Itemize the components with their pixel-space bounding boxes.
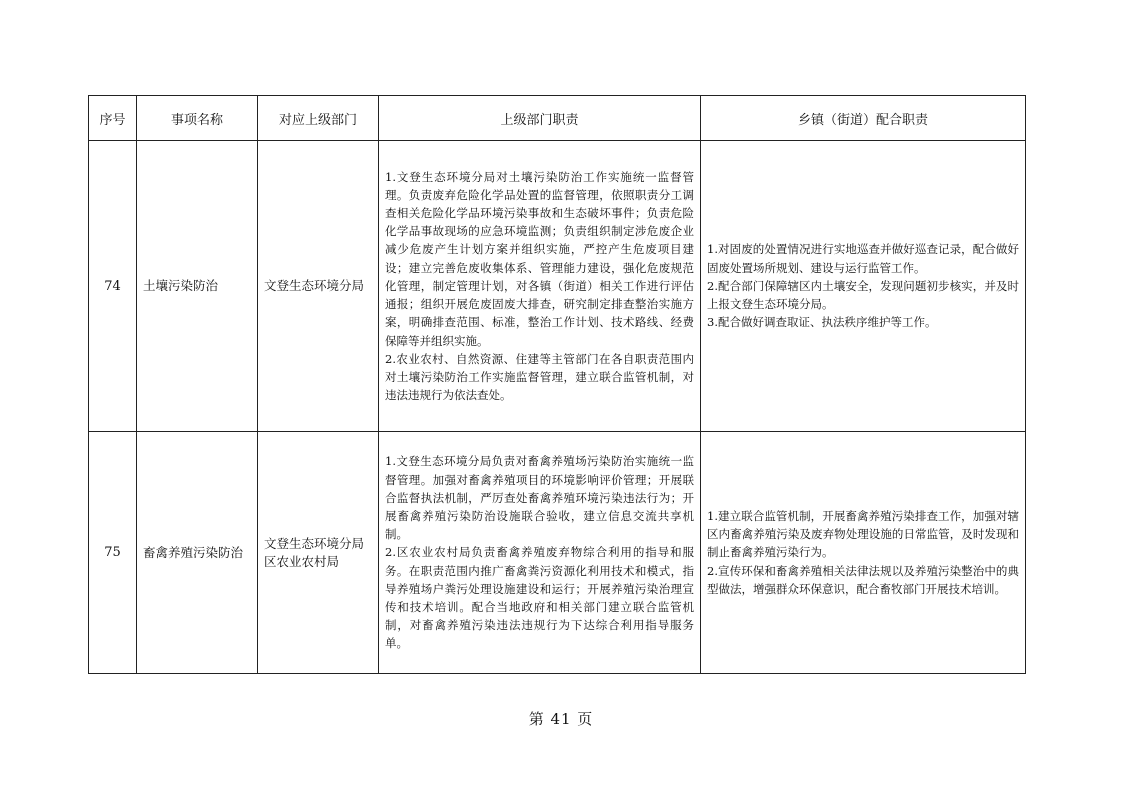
row-town-duty — [701, 432, 1026, 674]
page-number: 第 41 页 — [528, 710, 594, 728]
duty-paragraph: 1.文登生态环境分局对土壤污染防治工作实施统一监督管理。负责废弃危险化学品处置的监督管理，依照职责分工调查相关危险化学品环境污染事故和生态破坏事件；负责危险化学品事故现场的应急环境监测；负责组织制定涉危废企业减少危废产生计划方案并组织实施，严控产生危废项目建设；建立完善危废收集体系、管理能力建设，强化危废规范化管理，制定管理计划，对各镇（街道）相关工作进行评估通报；组织开展危废固废大排查，研究制定排查整治实施方案，明确排查范围、标准，整治工作计划、技术路线、经费保障等并组织实施。 — [385, 169, 694, 348]
table-row — [89, 432, 1026, 674]
row-item-name: 土壤污染防治 — [137, 141, 258, 432]
row-dept — [258, 141, 379, 432]
row-seq: 74 — [89, 141, 137, 432]
row-dept — [258, 432, 379, 674]
table-row — [89, 141, 1026, 432]
duty-paragraph: 1.对固废的处置情况进行实地巡查并做好巡查记录，配合做好固废处置场所规划、建设与运行监管工作。 — [707, 242, 1019, 275]
header-upper-duty: 上级部门职责 — [379, 96, 701, 141]
dept-line: 文登生态环境分局 — [264, 535, 365, 551]
duty-paragraph: 2.配合部门保障辖区内土壤安全，发现问题初步核实，并及时上报文登生态环境分局。 — [707, 278, 1019, 312]
duty-paragraph: 1.文登生态环境分局负责对畜禽养殖场污染防治实施统一监督管理。加强对畜禽养殖项目的环境影响评价管理；开展联合监督执法机制，严厉查处畜禽养殖环境污染违法行为；开展畜禽养殖污染防治设施联合验收，建立信息交流共享机制。 — [385, 454, 694, 542]
duty-table — [88, 95, 1026, 674]
row-upper-duty — [379, 432, 701, 674]
header-town-duty: 乡镇（街道）配合职责 — [701, 96, 1026, 141]
header-seq: 序号 — [89, 96, 137, 141]
dept-line: 区农业农村局 — [264, 553, 340, 569]
row-upper-duty — [379, 141, 701, 432]
header-name: 事项名称 — [137, 96, 258, 141]
row-item-name: 畜禽养殖污染防治 — [137, 432, 258, 674]
duty-paragraph: 2.宣传环保和畜禽养殖相关法律法规以及养殖污染整治中的典型做法，增强群众环保意识，配合畜牧部门开展技术培训。 — [707, 563, 1019, 596]
row-town-duty — [701, 141, 1026, 432]
dept-line: 文登生态环境分局 — [264, 278, 365, 293]
header-row — [89, 96, 1026, 141]
duty-paragraph: 3.配合做好调查取证、执法秩序维护等工作。 — [707, 315, 937, 330]
duty-paragraph: 2.区农业农村局负责畜禽养殖废弃物综合利用的指导和服务。在职责范围内推广畜禽粪污资源化利用技术和模式，指导养殖场户粪污处理设施建设和运行；开展养殖污染治理宣传和技术培训。配合当地政府和相关部门建立联合监管机制，对畜禽养殖污染违法违规行为下达综合利用指导服务单。 — [385, 545, 694, 651]
duty-paragraph: 2.农业农村、自然资源、住建等主管部门在各自职责范围内对土壤污染防治工作实施监督管理，建立联合监管机制，对违法违规行为依法查处。 — [385, 351, 694, 403]
header-dept: 对应上级部门 — [258, 96, 379, 141]
row-seq: 75 — [89, 432, 137, 674]
duty-paragraph: 1.建立联合监管机制，开展畜禽养殖污染排查工作，加强对辖区内畜禽养殖污染及废弃物处理设施的日常监管，及时发现和制止畜禽养殖污染行为。 — [707, 508, 1019, 560]
